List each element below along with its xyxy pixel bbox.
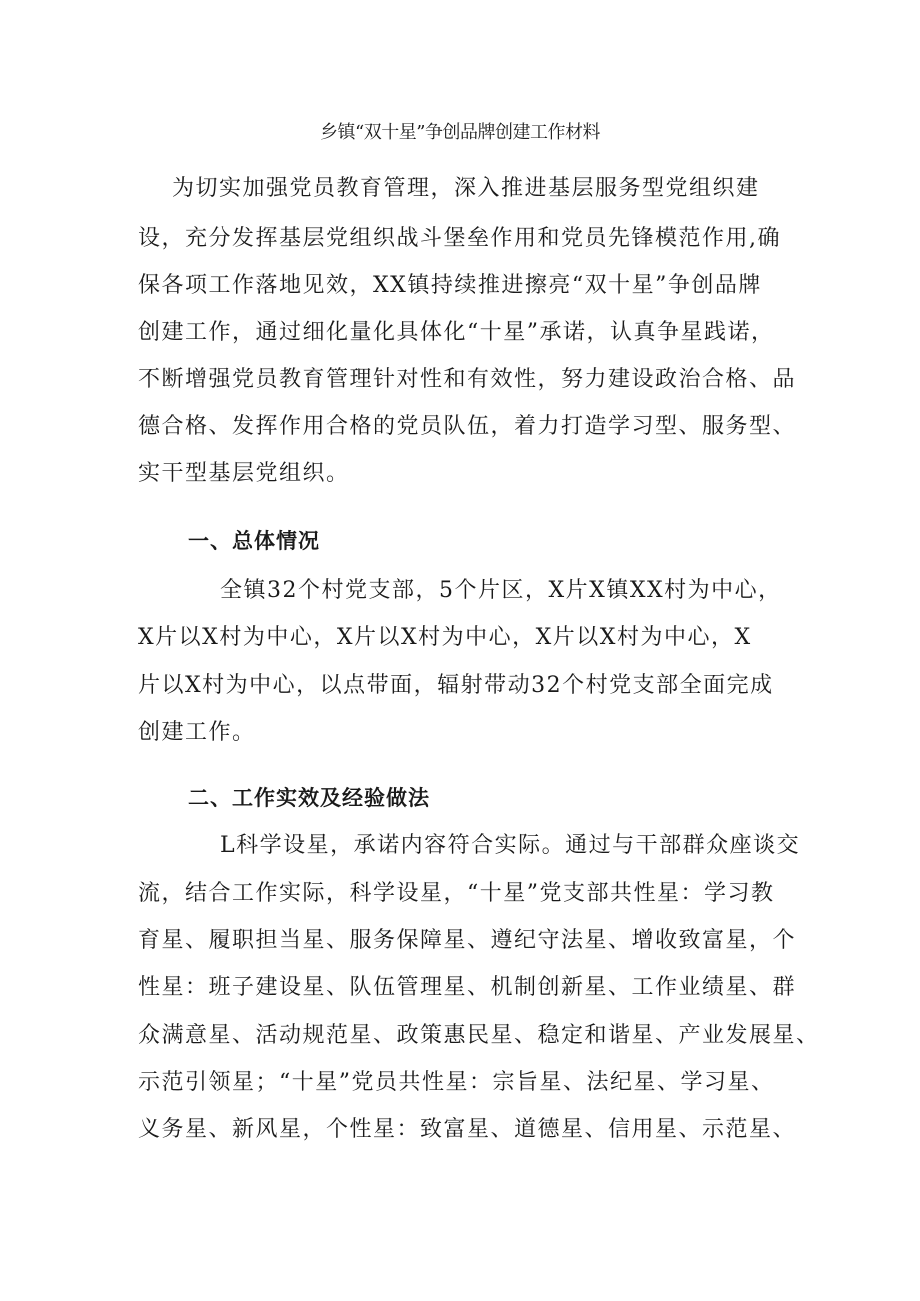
section-heading-overview: 一、总体情况 bbox=[188, 529, 320, 553]
intro-line-7: 实干型基层党组织。 bbox=[138, 461, 350, 486]
document-title: 乡镇“双十星”争创品牌创建工作材料 bbox=[320, 122, 600, 143]
intro-line-4: 创建工作，通过细化量化具体化“十星”承诺，认真争星践诺， bbox=[138, 320, 775, 345]
section2-line-2: 流，结合工作实际，科学设星，“十星”党支部共性星：学习教 bbox=[138, 881, 775, 906]
section1-line-1: 全镇32个村党支部，5个片区，X片X镇XX村为中心， bbox=[220, 578, 782, 603]
section1-line-4: 创建工作。 bbox=[138, 720, 256, 745]
section-heading-results: 二、工作实效及经验做法 bbox=[188, 786, 430, 810]
section2-line-5: 众满意星、活动规范星、政策惠民星、稳定和谐星、产业发展星、 bbox=[138, 1023, 820, 1048]
intro-line-3: 保各项工作落地见效，XX镇持续推进擦亮“双十星”争创品牌 bbox=[138, 273, 762, 298]
section1-line-2: X片以X村为中心，X片以X村为中心，X片以X村为中心，X bbox=[138, 625, 752, 650]
intro-line-1: 为切实加强党员教育管理，深入推进基层服务型党组织建 bbox=[172, 176, 760, 201]
section2-line-7: 义务星、新风星，个性星：致富星、道德星、信用星、示范星、 bbox=[138, 1117, 797, 1142]
section1-line-3: 片以X村为中心，以点带面，辐射带动32个村党支部全面完成 bbox=[138, 673, 774, 698]
section2-line-6: 示范引领星；“十星”党员共性星：宗旨星、法纪星、学习星、 bbox=[138, 1070, 775, 1095]
section2-line-3: 育星、履职担当星、服务保障星、遵纪守法星、增收致富星，个 bbox=[138, 928, 797, 953]
intro-line-5: 不断增强党员教育管理针对性和有效性，努力建设政治合格、品 bbox=[138, 367, 797, 392]
intro-line-6: 德合格、发挥作用合格的党员队伍，着力打造学习型、服务型、 bbox=[138, 414, 797, 439]
section2-line-1: L科学设星，承诺内容符合实际。通过与干部群众座谈交 bbox=[220, 833, 801, 858]
intro-line-2: 设，充分发挥基层党组织战斗堡垒作用和党员先锋模范作用,确 bbox=[138, 226, 781, 251]
section2-line-4: 性星：班子建设星、队伍管理星、机制创新星、工作业绩星、群 bbox=[138, 975, 797, 1000]
